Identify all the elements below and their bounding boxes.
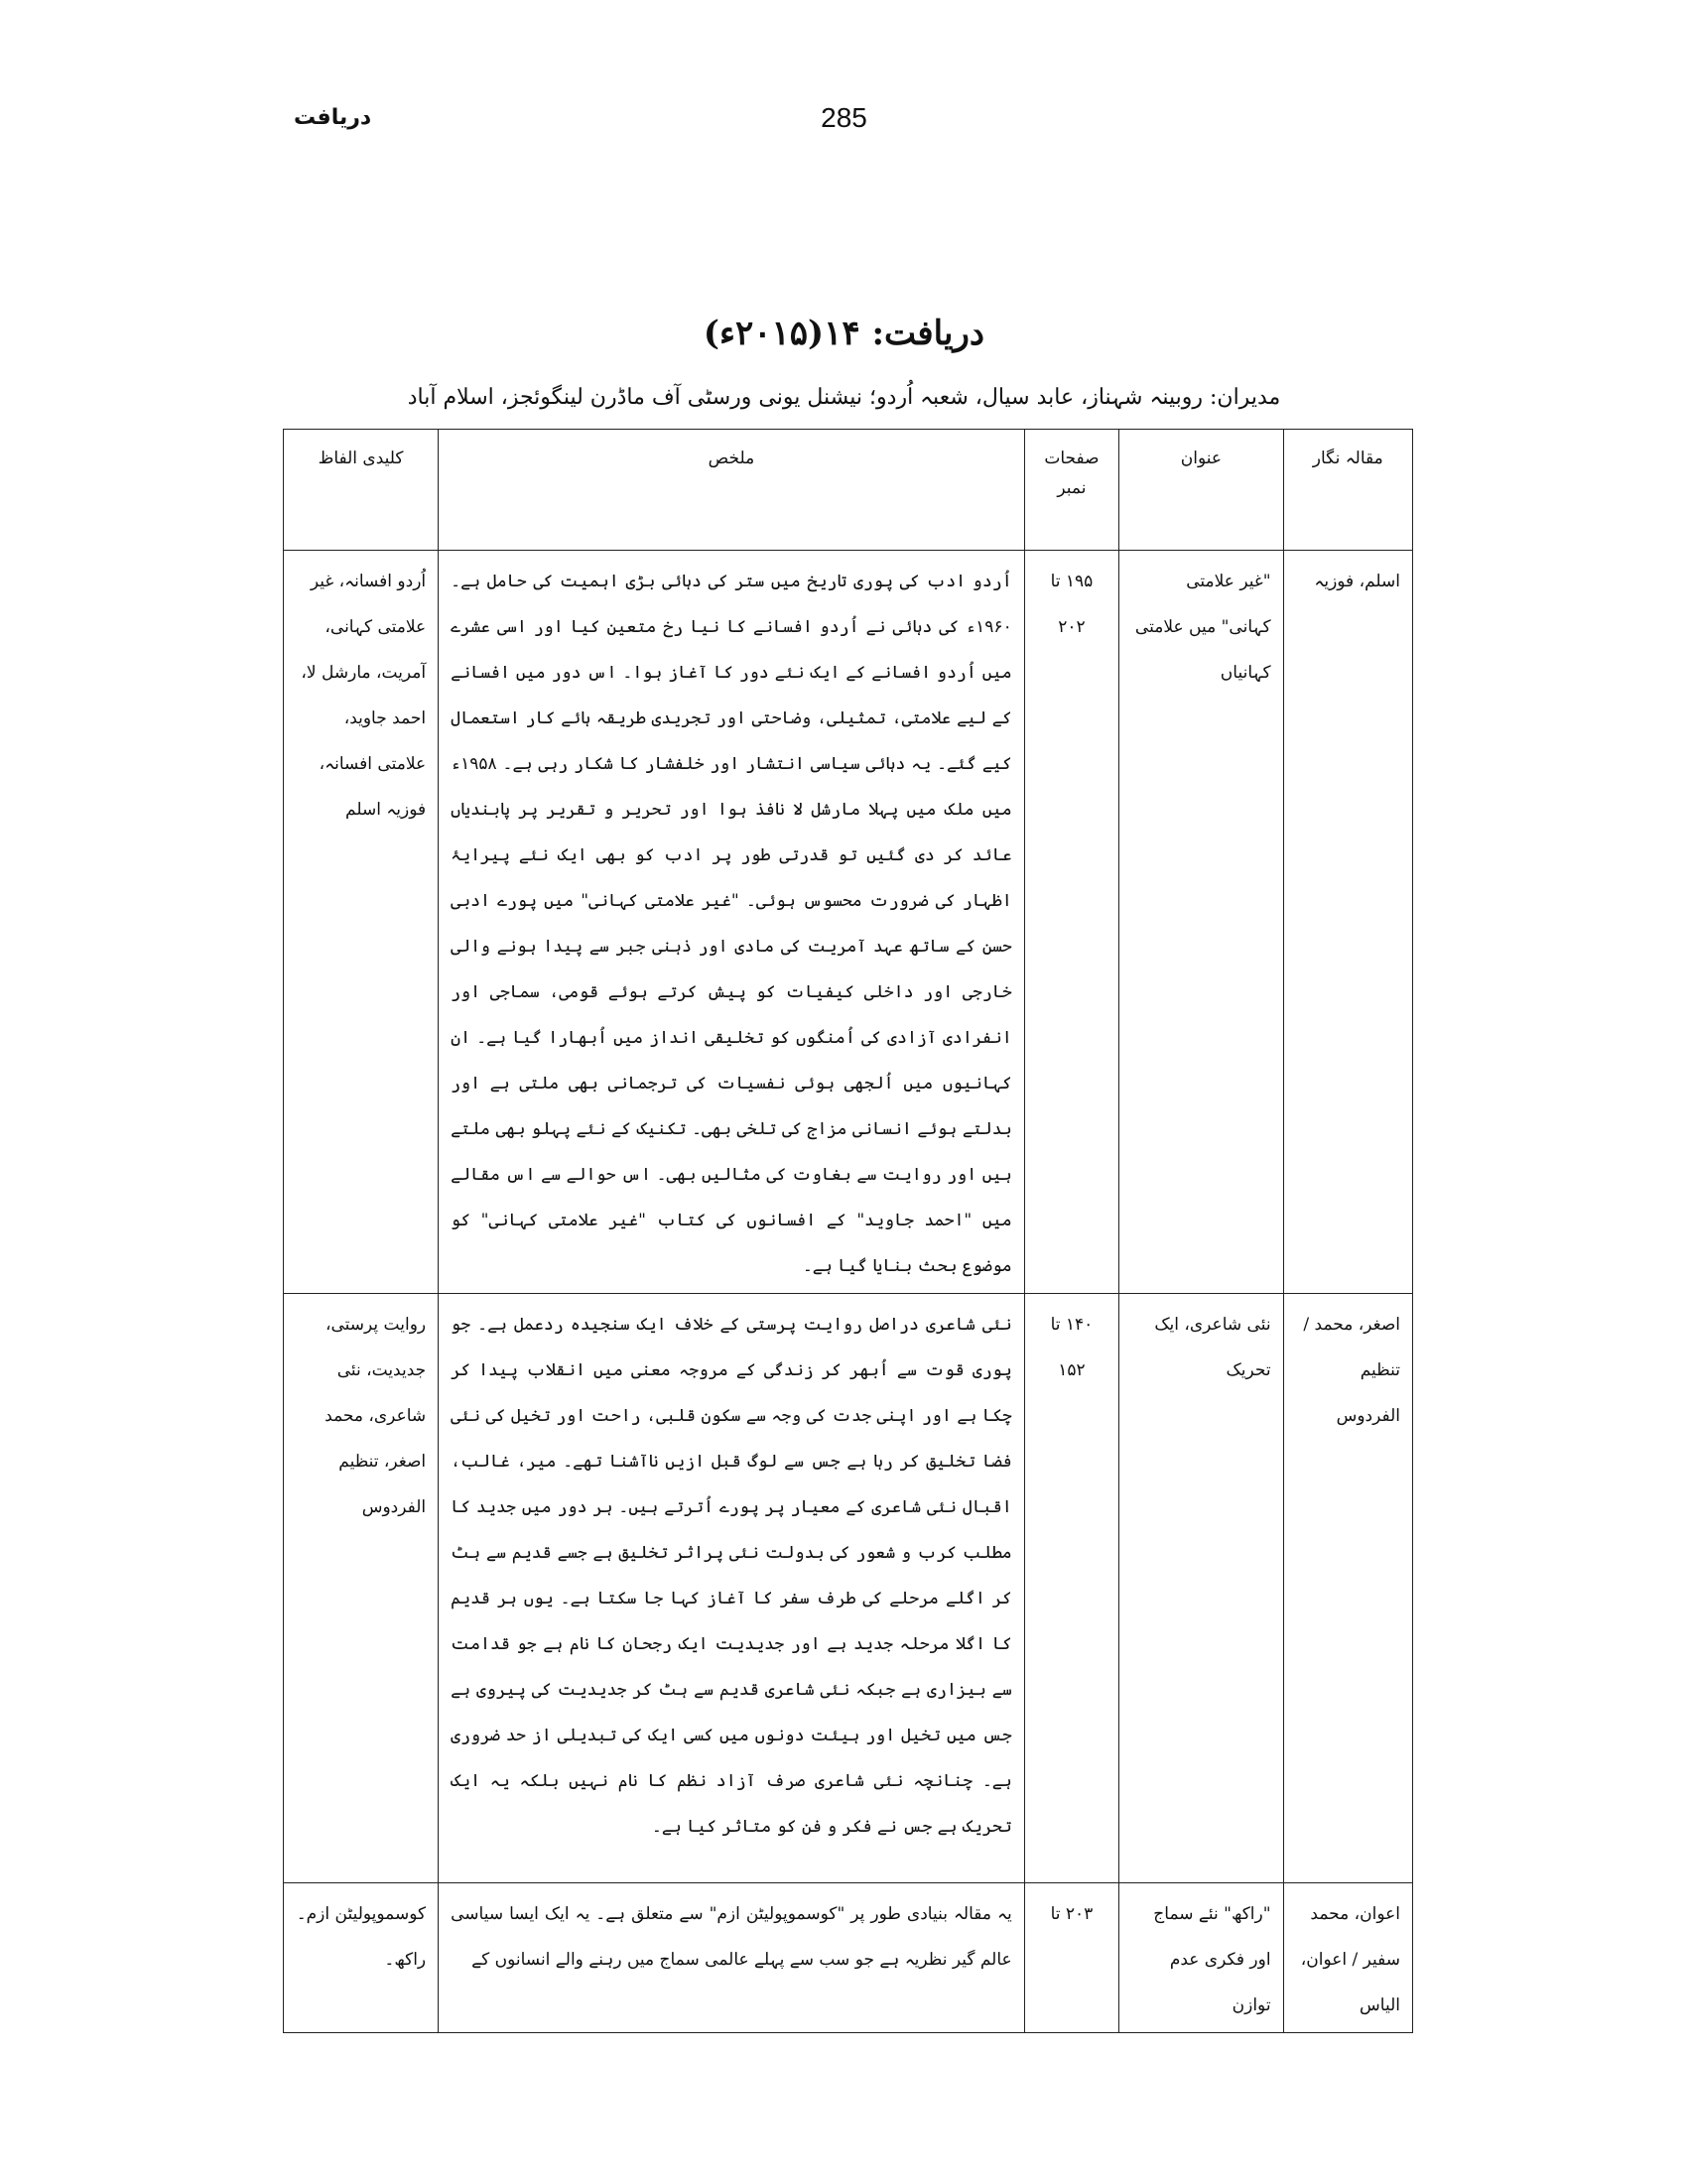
pages-cell: ۱۴۰ تا ۱۵۲ — [1024, 1294, 1119, 1883]
journal-title: دریافت: ۱۴(۲۰۱۵ء) — [703, 314, 985, 353]
keywords-cell: اُردو افسانہ، غیر علامتی کہانی، آمریت، مارشل لا، احمد جاوید، علامتی افسانہ، فوزیہ اسلم — [284, 551, 439, 1294]
header-keywords: کلیدی الفاظ — [284, 430, 439, 551]
title-cell: "غیر علامتی کہانی" میں علامتی کہانیاں — [1119, 551, 1283, 1294]
header-abstract: ملخص — [439, 430, 1025, 551]
title-cell: "راکھ" نئے سماج اور فکری عدم توازن — [1119, 1883, 1283, 2033]
keywords-cell: کوسموپولیٹن ازم۔ راکھ۔ — [284, 1883, 439, 2033]
page-number: 285 — [821, 102, 867, 133]
pages-cell: ۱۹۵ تا ۲۰۲ — [1024, 551, 1119, 1294]
header-title: عنوان — [1119, 430, 1283, 551]
editors-line: مدیران: روبینہ شہناز، عابد سیال، شعبہ اُردو؛ نیشنل یونی ورسٹی آف ماڈرن لینگوئجز، اسلام آباد — [407, 385, 1281, 410]
author-cell: اسلم، فوزیہ — [1283, 551, 1412, 1294]
running-head: دریافت — [294, 105, 372, 130]
abstract-cell: نئی شاعری دراصل روایت پرستی کے خلاف ایک سنجیدہ ردعمل ہے۔ جو پوری قوت سے اُبھر کر زندگی کے مروجہ معنی میں انقلاب پیدا کر چکا ہے اور اپنی جدت کی وجہ سے سکون قلبی، راحت اور تخیل کی نئی فضا تخلیق کر رہا ہے جس سے لوگ قبل ازیں ناآشنا تھے۔ میر، غالب، اقبال نئی شاعری کے معیار پر پورے اُترتے ہیں۔ ہر دور میں جدید کا مطلب کرب و شعور کی بدولت نئی پراثر تخلیق ہے جسے قدیم سے ہٹ کر اگلے مرحلے کی طرف سفر کا آغاز کہا جا سکتا ہے۔ یوں ہر قدیم کا اگلا مرحلہ جدید ہے اور جدیدیت ایک رجحان کا نام ہے جو قدامت سے بیزاری ہے جبکہ نئی شاعری قدیم سے ہٹ کر جدیدیت کی پیروی ہے جس میں تخیل اور ہیئت دونوں میں کسی ایک کی تبدیلی از حد ضروری ہے۔ چنانچہ نئی شاعری صرف آزاد نظم کا نام نہیں بلکہ یہ ایک تحریک ہے جس نے فکر و فن کو متاثر کیا ہے۔ — [439, 1294, 1025, 1883]
author-cell: اصغر، محمد / تنظیم الفردوس — [1283, 1294, 1412, 1883]
abstract-cell: یہ مقالہ بنیادی طور پر "کوسموپولیٹن ازم" سے متعلق ہے۔ یہ ایک ایسا سیاسی عالم گیر نظریہ ہے جو سب سے پہلے عالمی سماج میں رہنے والے انسانوں کے — [439, 1883, 1025, 2033]
author-cell: اعوان، محمد سفیر / اعوان، الیاس — [1283, 1883, 1412, 2033]
keywords-cell: روایت پرستی، جدیدیت، نئی شاعری، محمد اصغر، تنظیم الفردوس — [284, 1294, 439, 1883]
table-row — [284, 1883, 1413, 2033]
articles-table — [283, 429, 1413, 2033]
pages-cell: ۲۰۳ تا — [1024, 1883, 1119, 2033]
table-row — [284, 551, 1413, 1294]
table-header-row — [284, 430, 1413, 551]
abstract-cell: اُردو ادب کی پوری تاریخ میں ستر کی دہائی بڑی اہمیت کی حامل ہے۔ ۱۹۶۰ء کی دہائی نے اُردو افسانے کا نیا رخ متعین کیا اور اسی عشرے میں اُردو افسانے کے ایک نئے دور کا آغاز ہوا۔ اس دور میں افسانے کے لیے علامتی، تمثیلی، وضاحتی اور تجریدی طریقہ ہائے کار استعمال کیے گئے۔ یہ دہائی سیاسی انتشار اور خلفشار کا شکار رہی ہے۔ ۱۹۵۸ء میں ملک میں پہلا مارشل لا نافذ ہوا اور تحریر و تقریر پر پابندیاں عائد کر دی گئیں تو قدرتی طور پر ادب کو بھی ایک نئے پیرایۂ اظہار کی ضرورت محسوس ہوئی۔ "غیر علامتی کہانی" میں پورے ادبی حسن کے ساتھ عہد آمریت کی مادی اور ذہنی جبر سے پیدا ہونے والی خارجی اور داخلی کیفیات کو پیش کرتے ہوئے قومی، سماجی اور انفرادی آزادی کی اُمنگوں کو تخلیقی انداز میں اُبھارا گیا ہے۔ ان کہانیوں میں اُلجھی ہوئی نفسیات کی ترجمانی بھی ملتی ہے اور بدلتے ہوئے انسانی مزاج کی تلخی بھی۔ تکنیک کے نئے پہلو بھی ملتے ہیں اور روایت سے بغاوت کی مثالیں بھی۔ اس حوالے سے اس مقالے میں "احمد جاوید" کے افسانوں کی کتاب "غیر علامتی کہانی" کو موضوع بحث بنایا گیا ہے۔ — [439, 551, 1025, 1294]
header-pages: صفحات نمبر — [1024, 430, 1119, 551]
title-cell: نئی شاعری، ایک تحریک — [1119, 1294, 1283, 1883]
header-author: مقالہ نگار — [1283, 430, 1412, 551]
table-row — [284, 1294, 1413, 1883]
